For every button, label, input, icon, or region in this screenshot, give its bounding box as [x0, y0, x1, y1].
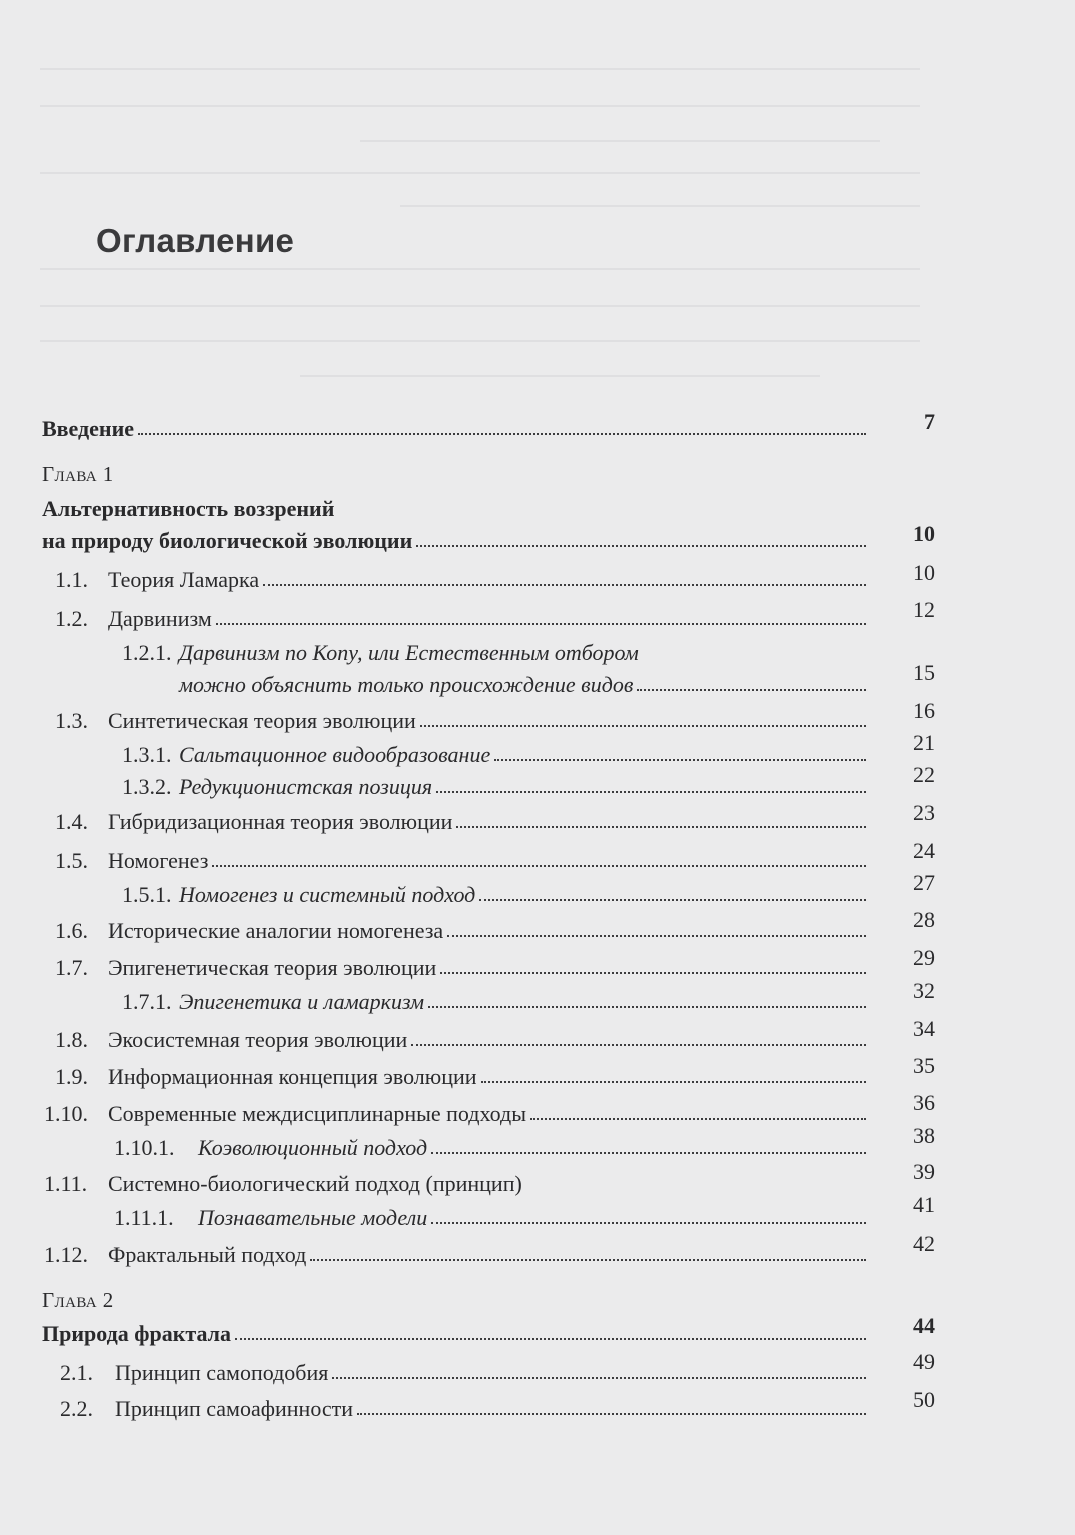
- page-number: 22: [913, 762, 935, 787]
- toc-entry-label: Номогенез: [108, 848, 209, 873]
- toc-entry-1-2[interactable]: [55, 594, 874, 632]
- toc-entry-label: Информационная концепция эволюции: [108, 1064, 477, 1089]
- section-number: 1.7.: [55, 955, 88, 980]
- section-number: 2.2.: [60, 1396, 93, 1421]
- dot-leader: [431, 1222, 866, 1224]
- toc-entry-label: Исторические аналогии номогенеза: [108, 918, 444, 943]
- toc-entry-intro[interactable]: [42, 404, 874, 442]
- dot-leader: [479, 899, 866, 901]
- dot-leader: [456, 826, 866, 828]
- toc-entry-label: Системно-биологический подход (принцип): [108, 1171, 522, 1196]
- toc-entry-label: Современные междисциплинарные подходы: [108, 1101, 526, 1126]
- toc-entry-1-7-1[interactable]: [122, 977, 874, 1015]
- dot-leader: [138, 433, 866, 435]
- chapter-heading: Глава 1: [42, 462, 114, 486]
- dot-leader: [332, 1377, 866, 1379]
- section-number: 1.2.: [55, 606, 88, 631]
- toc-entry-label: Синтетическая теория эволюции: [108, 708, 416, 733]
- section-number: 1.11.: [44, 1171, 88, 1196]
- dot-leader: [263, 584, 866, 586]
- toc-entry-1-2-1-cont[interactable]: [179, 660, 874, 698]
- section-number: 1.7.1.: [122, 989, 172, 1014]
- section-number: 1.3.2.: [122, 774, 172, 799]
- dot-leader: [310, 1259, 866, 1261]
- section-number: 1.9.: [55, 1064, 88, 1089]
- toc-entry-label: Дарвинизм: [108, 606, 212, 631]
- section-number: 1.1.: [55, 567, 88, 592]
- page-number: 42: [913, 1231, 935, 1256]
- chapter-title-line: Альтернативность воззрений: [42, 496, 335, 521]
- section-number: 1.10.1.: [114, 1135, 175, 1160]
- toc-entry-2-2[interactable]: [60, 1384, 874, 1422]
- section-number: 1.11.1.: [114, 1205, 174, 1230]
- page-title: Оглавление: [96, 222, 295, 259]
- toc-entry-label: Эпигенетика и ламаркизм: [179, 989, 425, 1014]
- toc-entry-1-8[interactable]: [55, 1015, 874, 1053]
- dot-leader: [212, 865, 866, 867]
- section-number: 1.10.: [44, 1101, 88, 1126]
- toc-entry-1-11[interactable]: [44, 1159, 874, 1197]
- toc-entry-label: Сальтационное видообразование: [179, 742, 491, 767]
- toc-entry-1-7[interactable]: [55, 943, 874, 981]
- toc-entry-label: Редукционистская позиция: [179, 774, 433, 799]
- toc-entry-1-6[interactable]: [55, 906, 874, 944]
- page-number: 44: [913, 1313, 935, 1338]
- section-number: 1.5.: [55, 848, 88, 873]
- toc-entry-label: Дарвинизм по Копу, или Естественным отбором: [179, 640, 639, 665]
- toc-entry-chapter-2[interactable]: [42, 1309, 874, 1347]
- page-number: 35: [913, 1053, 935, 1078]
- toc-entry-label: Экосистемная теория эволюции: [108, 1027, 408, 1052]
- page-number: 15: [913, 660, 935, 685]
- page-number: 24: [913, 838, 935, 863]
- dot-leader: [447, 935, 866, 937]
- toc-entry-label: Номогенез и системный подход: [179, 882, 476, 907]
- toc-entry-label: Познавательные модели: [198, 1205, 428, 1230]
- dot-leader: [411, 1044, 866, 1046]
- toc-entry-label: на природу биологической эволюции: [42, 528, 413, 553]
- page-number: 16: [913, 698, 935, 723]
- page-number: 41: [913, 1192, 935, 1217]
- toc-entry-label: Природа фрактала: [42, 1321, 231, 1346]
- dot-leader: [481, 1081, 866, 1083]
- page-number: 23: [913, 800, 935, 825]
- dot-leader: [357, 1413, 866, 1415]
- toc-entry-chapter-1[interactable]: [42, 516, 874, 554]
- page-number: 21: [913, 730, 935, 755]
- dot-leader: [420, 725, 866, 727]
- chapter-heading: Глава 2: [42, 1288, 114, 1312]
- toc-entry-1-9[interactable]: [55, 1052, 874, 1090]
- dot-leader: [216, 623, 866, 625]
- section-number: 1.5.1.: [122, 882, 172, 907]
- toc-entry-1-10[interactable]: [44, 1089, 874, 1127]
- dot-leader: [416, 545, 866, 547]
- page-number: 39: [913, 1159, 935, 1184]
- dot-leader: [431, 1152, 866, 1154]
- toc-entry-label: Гибридизационная теория эволюции: [108, 809, 453, 834]
- dot-leader: [428, 1006, 866, 1008]
- toc-entry-1-3[interactable]: [55, 696, 874, 734]
- toc-entry-2-1[interactable]: [60, 1348, 874, 1386]
- section-number: 1.4.: [55, 809, 88, 834]
- toc-entry-1-1[interactable]: [55, 555, 874, 593]
- page-number: 28: [913, 907, 935, 932]
- page-number: 50: [913, 1387, 935, 1412]
- toc-entry-label: Принцип самоафинности: [115, 1396, 354, 1421]
- page-number: 10: [913, 560, 935, 585]
- page-number: 38: [913, 1123, 935, 1148]
- toc-entry-label: Эпигенетическая теория эволюции: [108, 955, 437, 980]
- page-number: 7: [924, 409, 935, 434]
- toc-entry-1-12[interactable]: [44, 1230, 874, 1268]
- page-number: 49: [913, 1349, 935, 1374]
- dot-leader: [494, 759, 866, 761]
- page-number: 12: [913, 597, 935, 622]
- section-number: 1.12.: [44, 1242, 88, 1267]
- toc-entry-1-5[interactable]: [55, 836, 874, 874]
- toc-entry-label: Коэволюционный подход: [198, 1135, 428, 1160]
- section-number: 2.1.: [60, 1360, 93, 1385]
- dot-leader: [637, 689, 866, 691]
- page-number: 36: [913, 1090, 935, 1115]
- dot-leader: [235, 1338, 866, 1340]
- section-number: 1.2.1.: [122, 640, 172, 665]
- toc-entry-1-3-2[interactable]: [122, 762, 874, 800]
- toc-entry-label: Введение: [42, 416, 135, 441]
- section-number: 1.3.: [55, 708, 88, 733]
- section-number: 1.6.: [55, 918, 88, 943]
- page-number: 29: [913, 945, 935, 970]
- toc-entry-1-4[interactable]: [55, 797, 874, 835]
- page-number: 34: [913, 1016, 935, 1041]
- toc-entry-label: Принцип самоподобия: [115, 1360, 329, 1385]
- toc-entry-1-11-1[interactable]: [114, 1193, 874, 1231]
- dot-leader: [440, 972, 866, 974]
- toc-entry-label: Теория Ламарка: [108, 567, 260, 592]
- dot-leader: [436, 791, 866, 793]
- toc-entry-label: можно объяснить только происхождение видов: [179, 672, 634, 697]
- dot-leader: [530, 1118, 866, 1120]
- page-number: 10: [913, 521, 935, 546]
- page-number: 27: [913, 870, 935, 895]
- toc-entry-label: Фрактальный подход: [108, 1242, 307, 1267]
- toc-entry-1-10-1[interactable]: [114, 1123, 874, 1161]
- section-number: 1.3.1.: [122, 742, 172, 767]
- section-number: 1.8.: [55, 1027, 88, 1052]
- page-number: 32: [913, 978, 935, 1003]
- toc-entry-1-5-1[interactable]: [122, 870, 874, 908]
